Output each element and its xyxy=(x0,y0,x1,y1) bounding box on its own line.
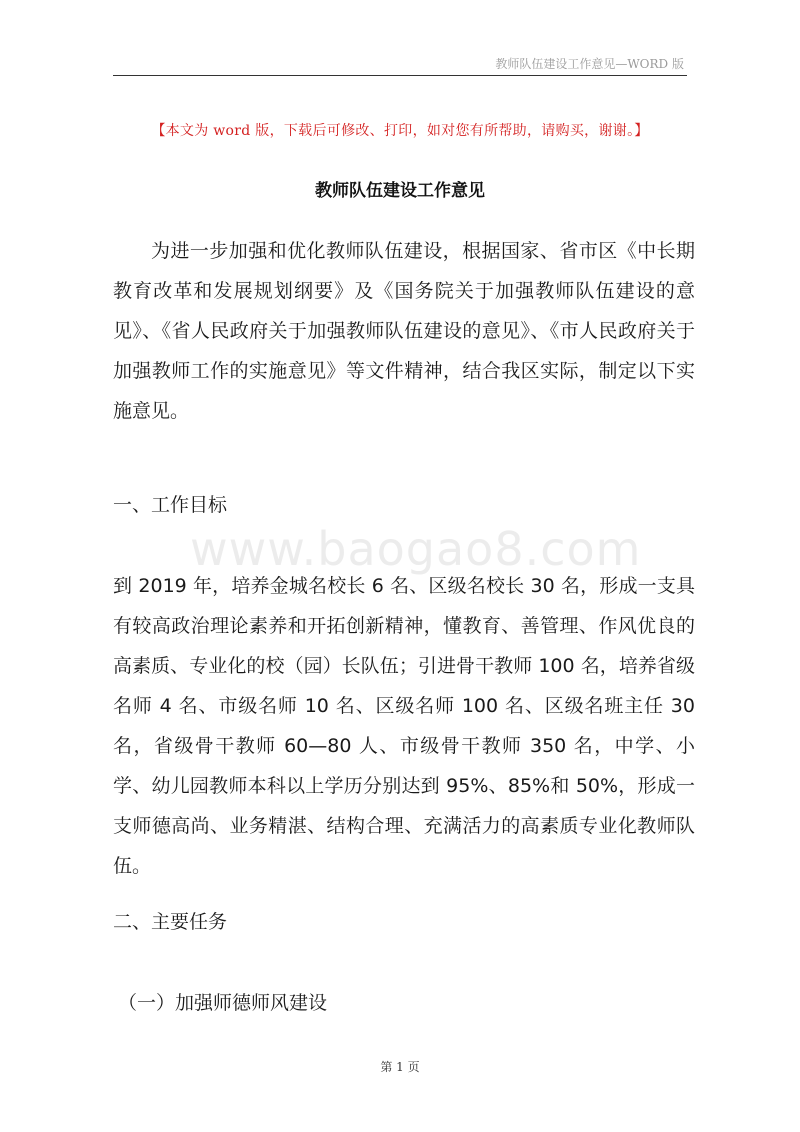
goals-paragraph: 到 2019 年，培养金城名校长 6 名、区级名校长 30 名，形成一支具有较高政治理论素养和开拓创新精神，懂教育、善管理、作风优良的高素质、专业化的校（园）长队伍；引进骨干教师 100 名，培养省级名师 4 名、市级名师 10 名、区级名师 100 名、区级名班主任 30 名，省级骨干教师 60—80 人、市级骨干教师 350 名，中学、小学、幼儿园教师本科以上学历分别达到 95%、85%和 50%，形成一支师德高尚、业务精湛、结构合理、充满活力的高素质专业化教师队伍。 xyxy=(113,575,695,877)
page-number: 第 1 页 xyxy=(380,1060,420,1074)
section-heading-goals: 一、工作目标 xyxy=(113,494,228,516)
document-title: 教师队伍建设工作意见 xyxy=(315,181,485,201)
section-heading-tasks: 二、主要任务 xyxy=(113,911,228,933)
watermark: www.baogao8.com xyxy=(190,522,642,576)
purchase-notice: 【本文为 word 版，下载后可修改、打印，如对您有所帮助，请购买，谢谢。】 xyxy=(151,123,649,139)
header-divider xyxy=(113,75,687,76)
running-header: 教师队伍建设工作意见—WORD 版 xyxy=(495,57,684,71)
subsection-heading-ethics: （一）加强师德师风建设 xyxy=(118,992,328,1014)
intro-paragraph: 为进一步加强和优化教师队伍建设，根据国家、省市区《中长期教育改革和发展规划纲要》及《国务院关于加强教师队伍建设的意见》、《省人民政府关于加强教师队伍建设的意见》、《市人民政府关于加强教师工作的实施意见》等文件精神，结合我区实际，制定以下实施意见。 xyxy=(113,240,695,422)
